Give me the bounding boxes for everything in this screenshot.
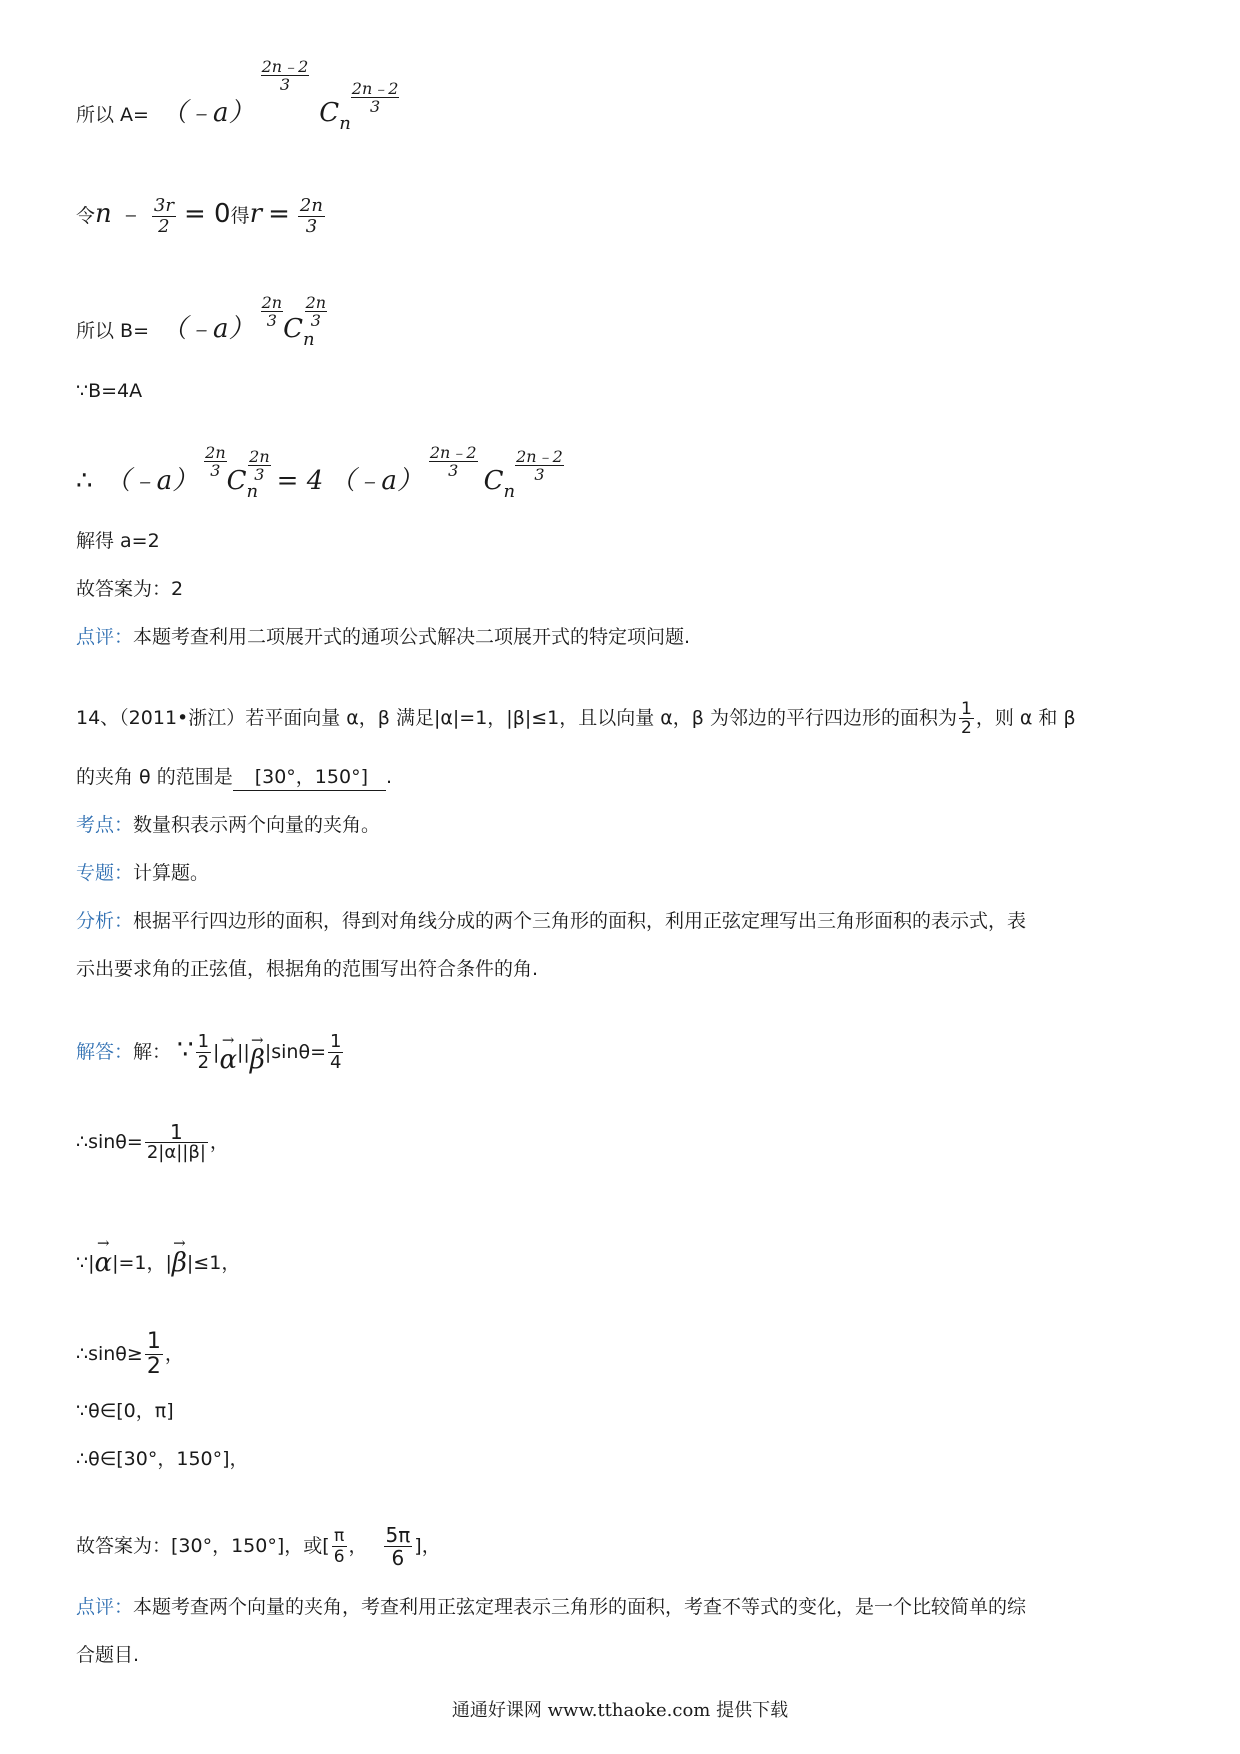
- theta-result: ∴θ∈[30°，150°]，: [76, 1448, 249, 1470]
- line-ling-de: 得: [230, 205, 250, 227]
- line-B: [76, 293, 327, 351]
- line-B-C: C: [283, 314, 303, 344]
- line-ling-frac2: $\frac{2n}{3}$: [299, 195, 323, 237]
- line-ling-eq: =: [268, 199, 290, 229]
- jieda-quarter: $\frac{1}{4}$: [330, 1031, 342, 1073]
- line-ling: [76, 196, 327, 237]
- kaodian-text: 数量积表示两个向量的夹角。: [133, 814, 381, 836]
- answer-14-frac2: $\frac{5\pi}{6}$: [385, 1523, 411, 1570]
- review-13-label: 点评：: [76, 626, 134, 648]
- zhuanti-label: 专题：: [76, 862, 134, 884]
- line-ling-prefix: 令: [76, 205, 96, 227]
- answer-13: 故答案为：2: [76, 578, 184, 600]
- zhuanti: [76, 860, 209, 886]
- solve-line: 解得 a=2: [76, 530, 160, 552]
- abs-line: ∵| → α |=1，| → β |≤1，: [76, 1234, 241, 1278]
- q14-stem-end: ，则 α 和 β: [975, 707, 1076, 729]
- line-eq-C2: C: [483, 466, 504, 496]
- kaodian-label: 考点：: [76, 814, 134, 836]
- answer-14-pre: 故答案为：[30°，150°]，或[: [76, 1535, 330, 1557]
- jieda-label: 解答：: [76, 1041, 134, 1063]
- line-B-exponent: $\frac{2n}{3}$: [261, 293, 283, 330]
- line-eq-therefore: ∴: [76, 466, 93, 496]
- line-ling-frac1: $\frac{3r}{2}$: [153, 195, 174, 237]
- fenxi-label: 分析：: [76, 910, 134, 932]
- because-B: ∵B=4A: [76, 380, 143, 402]
- jieda-because: ∵: [177, 1035, 194, 1065]
- jieda-line: 解答：解： ∵ $\frac{1}{2}$ | → α || → β |sinθ= $\frac{1}{4}$: [76, 1031, 342, 1075]
- beta-vector: → β: [249, 1031, 265, 1075]
- line-A-prefix: 所以 A=: [76, 104, 149, 126]
- jieda-half: $\frac{1}{2}$: [197, 1031, 210, 1073]
- line-ling-minus: ﹣: [117, 199, 144, 229]
- answer-14: 故答案为：[30°，150°]，或[ $\frac{\pi}{6}$ ， $\frac{5\pi}{6}$ ]，: [76, 1523, 441, 1570]
- sin-line: ∴sinθ= $\frac{1}{2|\alpha||\beta|}$ ，: [76, 1120, 229, 1163]
- line-eq: [76, 443, 564, 503]
- line-eq-exponent2: $\frac{2n﹣2}{3}$: [429, 443, 477, 480]
- fenxi-line2: 示出要求角的正弦值，根据角的范围写出符合条件的角.: [76, 958, 539, 980]
- line-eq-C: C: [226, 466, 247, 496]
- line-eq-base: （﹣a）: [104, 466, 199, 496]
- ge-line-frac: $\frac{1}{2}$: [146, 1329, 161, 1379]
- q14-stem: 14、（2011•浙江）若平面向量 α，β 满足|α|=1，|β|≤1，且以向量 α，β 为邻边的平行四边形的面积为: [76, 707, 957, 729]
- ge-line-pre: ∴sinθ≥: [76, 1343, 143, 1365]
- q14-line2-text: 的夹角 θ 的范围是: [76, 766, 233, 788]
- q14-line1: [76, 700, 1076, 737]
- zhuanti-text: 计算题。: [133, 862, 210, 884]
- line-eq-C2-sub: n: [503, 481, 516, 502]
- line-A-C-sub: n: [339, 113, 351, 134]
- q14-line2: [76, 764, 392, 791]
- review-13-text: 本题考查利用二项展开式的通项公式解决二项展开式的特定项问题.: [133, 626, 691, 648]
- line-eq-eq4: = 4: [276, 466, 324, 496]
- theta-range: ∵θ∈[0，π]: [76, 1400, 174, 1422]
- line-eq-C-sub: n: [246, 481, 259, 502]
- fenxi-text1: 根据平行四边形的面积，得到对角线分成的两个三角形的面积，利用正弦定理写出三角形面积的表示式，表: [133, 910, 1027, 932]
- alpha-vector-2: → α: [94, 1234, 113, 1278]
- sin-line-pre: ∴sinθ=: [76, 1131, 143, 1153]
- fenxi-line1: [76, 908, 1026, 934]
- q14-line2-end: .: [386, 766, 393, 788]
- line-A-C-sup: $\frac{2n﹣2}{3}$: [351, 79, 399, 116]
- line-ling-eq0: = 0: [183, 199, 231, 229]
- q14-answer-blank: [30°，150°]: [233, 764, 386, 791]
- review-14-line2: 合题目.: [76, 1644, 140, 1666]
- review-14-line1: [76, 1594, 1026, 1620]
- line-eq-C-sup: $\frac{2n}{3}$: [249, 447, 270, 484]
- line-B-C-sub: n: [303, 329, 315, 350]
- line-B-prefix: 所以 B=: [76, 320, 149, 342]
- line-eq-exponent: $\frac{2n}{3}$: [205, 443, 226, 480]
- line-ling-r: r: [249, 199, 263, 229]
- review-13: [76, 624, 690, 650]
- footer: 通通好课网 www.tthaoke.com 提供下载: [451, 1700, 789, 1721]
- kaodian: [76, 812, 380, 838]
- line-ling-n: n: [95, 199, 112, 229]
- line-B-base: （﹣a）: [161, 314, 255, 344]
- line-eq-C2-sup: $\frac{2n﹣2}{3}$: [516, 447, 563, 484]
- line-A: [76, 57, 399, 135]
- q14-area-frac: $\frac{1}{2}$: [960, 699, 972, 738]
- line-eq-base2: （﹣a）: [329, 466, 423, 496]
- answer-14-frac1: $\frac{\pi}{6}$: [333, 1526, 345, 1567]
- line-A-base: （﹣a）: [161, 98, 255, 128]
- line-A-exponent: $\frac{2n﹣2}{3}$: [261, 57, 309, 94]
- ge-line: ∴sinθ≥ $\frac{1}{2}$ ，: [76, 1329, 184, 1379]
- line-A-C: C: [319, 98, 340, 128]
- review-14-text1: 本题考查两个向量的夹角，考查利用正弦定理表示三角形的面积，考查不等式的变化，是一个比较简单的综: [133, 1596, 1027, 1618]
- beta-vector-2: → β: [171, 1234, 187, 1278]
- jieda-jie: 解：: [133, 1041, 172, 1063]
- sin-line-frac: $\frac{1}{2|\alpha||\beta|}$: [146, 1120, 206, 1163]
- alpha-vector: → α: [219, 1031, 237, 1075]
- line-B-C-sup: $\frac{2n}{3}$: [305, 293, 327, 330]
- review-14-label: 点评：: [76, 1596, 134, 1618]
